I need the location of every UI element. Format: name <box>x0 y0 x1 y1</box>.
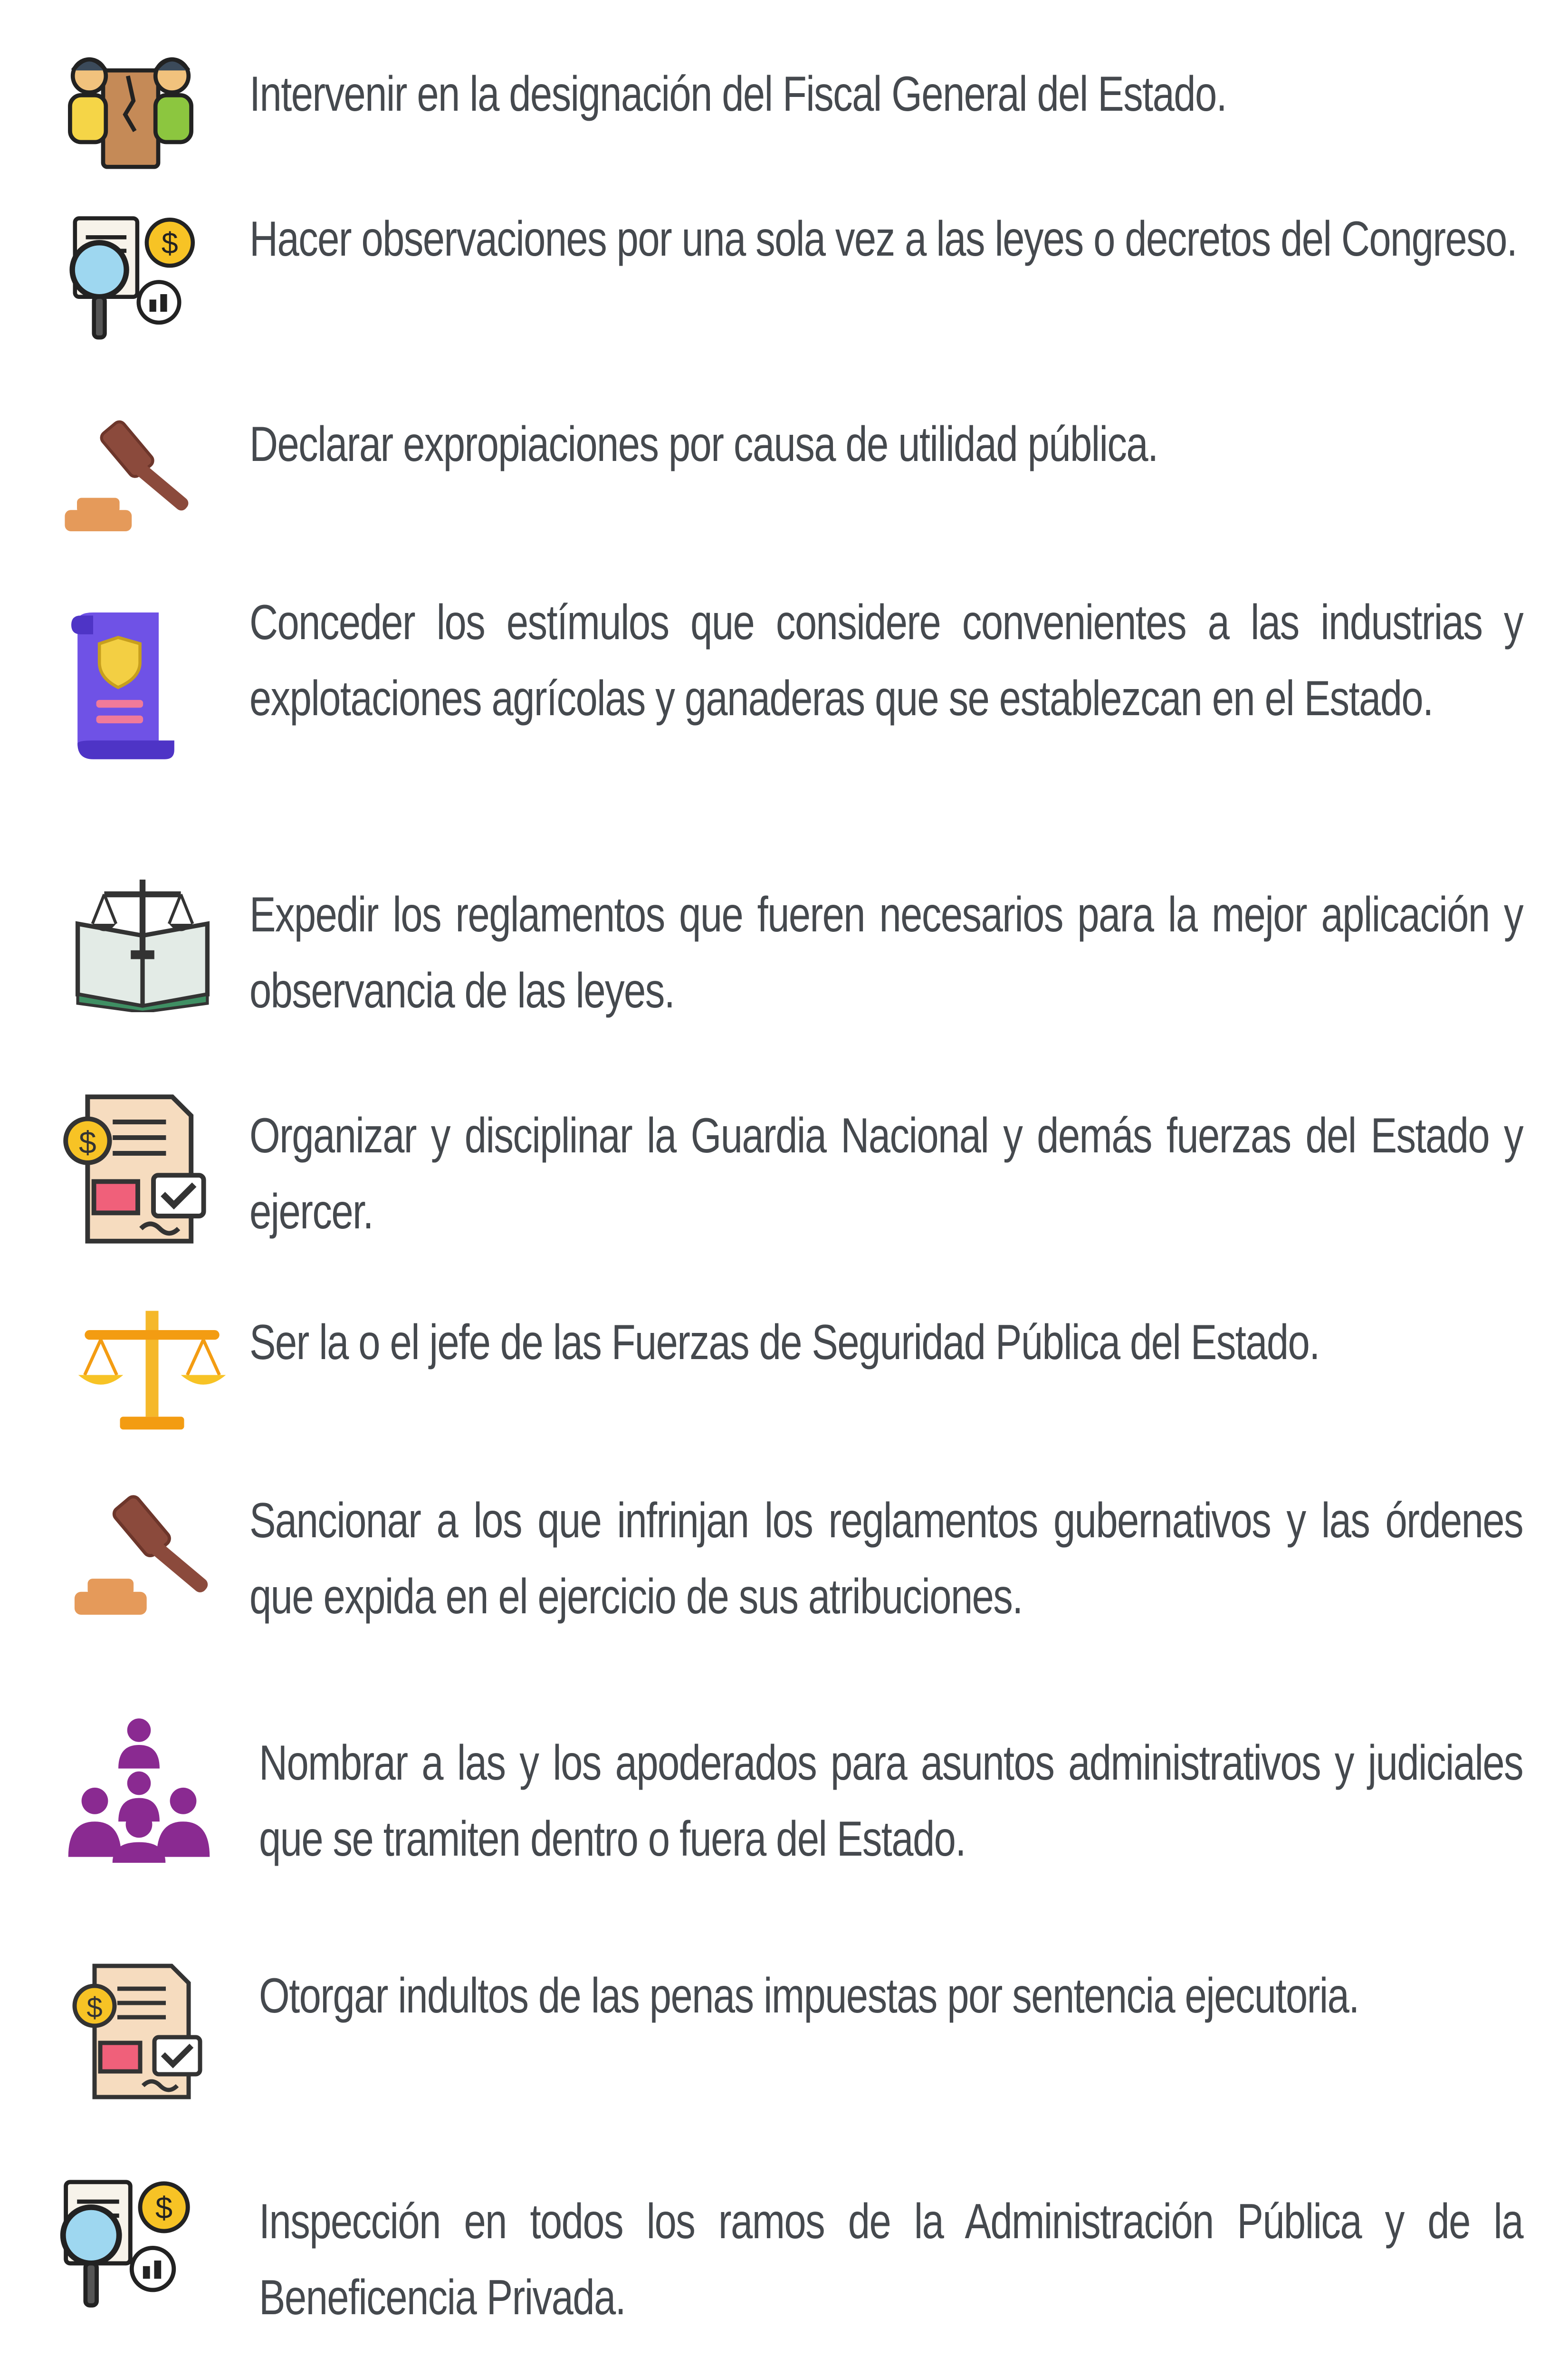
gavel-icon <box>62 406 214 535</box>
document-magnifier-coin-icon <box>50 2176 200 2317</box>
item-text: Hacer observaciones por una sola vez a las leyes o decretos del Congreso. <box>249 211 1517 267</box>
contract-coin-check-icon <box>57 1091 219 1247</box>
scroll-shield-icon <box>71 604 181 765</box>
item-text: Ser la o el jefe de las Fuerzas de Seguridad Pública del Estado. <box>249 1315 1319 1370</box>
gavel-icon <box>71 1478 235 1620</box>
item-text: Inspección en todos los ramos de la Administración Pública y de la Beneficencia Privada. <box>259 2194 1523 2325</box>
item-text: Sancionar a los que infrinjan los reglamentos gubernativos y las órdenes que expida en el ejercicio de sus atribuciones. <box>249 1493 1523 1624</box>
item-text: Declarar expropiaciones por causa de utilidad pública. <box>249 417 1158 472</box>
scales-of-justice-icon <box>71 1304 233 1433</box>
item-text: Otorgar indultos de las penas impuestas por sentencia ejecutoria. <box>259 1968 1359 2023</box>
contract-coin-check-icon <box>67 1960 214 2103</box>
svg-text:$: $ <box>86 1992 103 2023</box>
svg-text:$: $ <box>155 2190 173 2225</box>
item-text: Expedir los reglamentos que fueren necesarios para la mejor aplicación y observancia de las leyes. <box>249 887 1523 1018</box>
law-book-scales-icon <box>69 865 216 1012</box>
svg-text:$: $ <box>79 1125 96 1160</box>
negotiation-contract-icon <box>62 46 200 183</box>
item-text: Intervenir en la designación del Fiscal General del Estado. <box>249 67 1227 122</box>
item-text: Organizar y disciplinar la Guardia Nacional y demás fuerzas del Estado y ejercer. <box>249 1108 1523 1239</box>
team-hierarchy-icon <box>64 1715 214 1863</box>
document-magnifier-coin-icon <box>59 213 204 348</box>
svg-text:$: $ <box>161 227 178 260</box>
item-text: Conceder los estímulos que considere convenientes a las industrias y explotaciones agrícolas y ganaderas que se establezcan en el Estado. <box>249 595 1523 726</box>
item-text: Nombrar a las y los apoderados para asuntos administrativos y judiciales que se tramiten dentro o fuera del Estado. <box>259 1735 1523 1867</box>
